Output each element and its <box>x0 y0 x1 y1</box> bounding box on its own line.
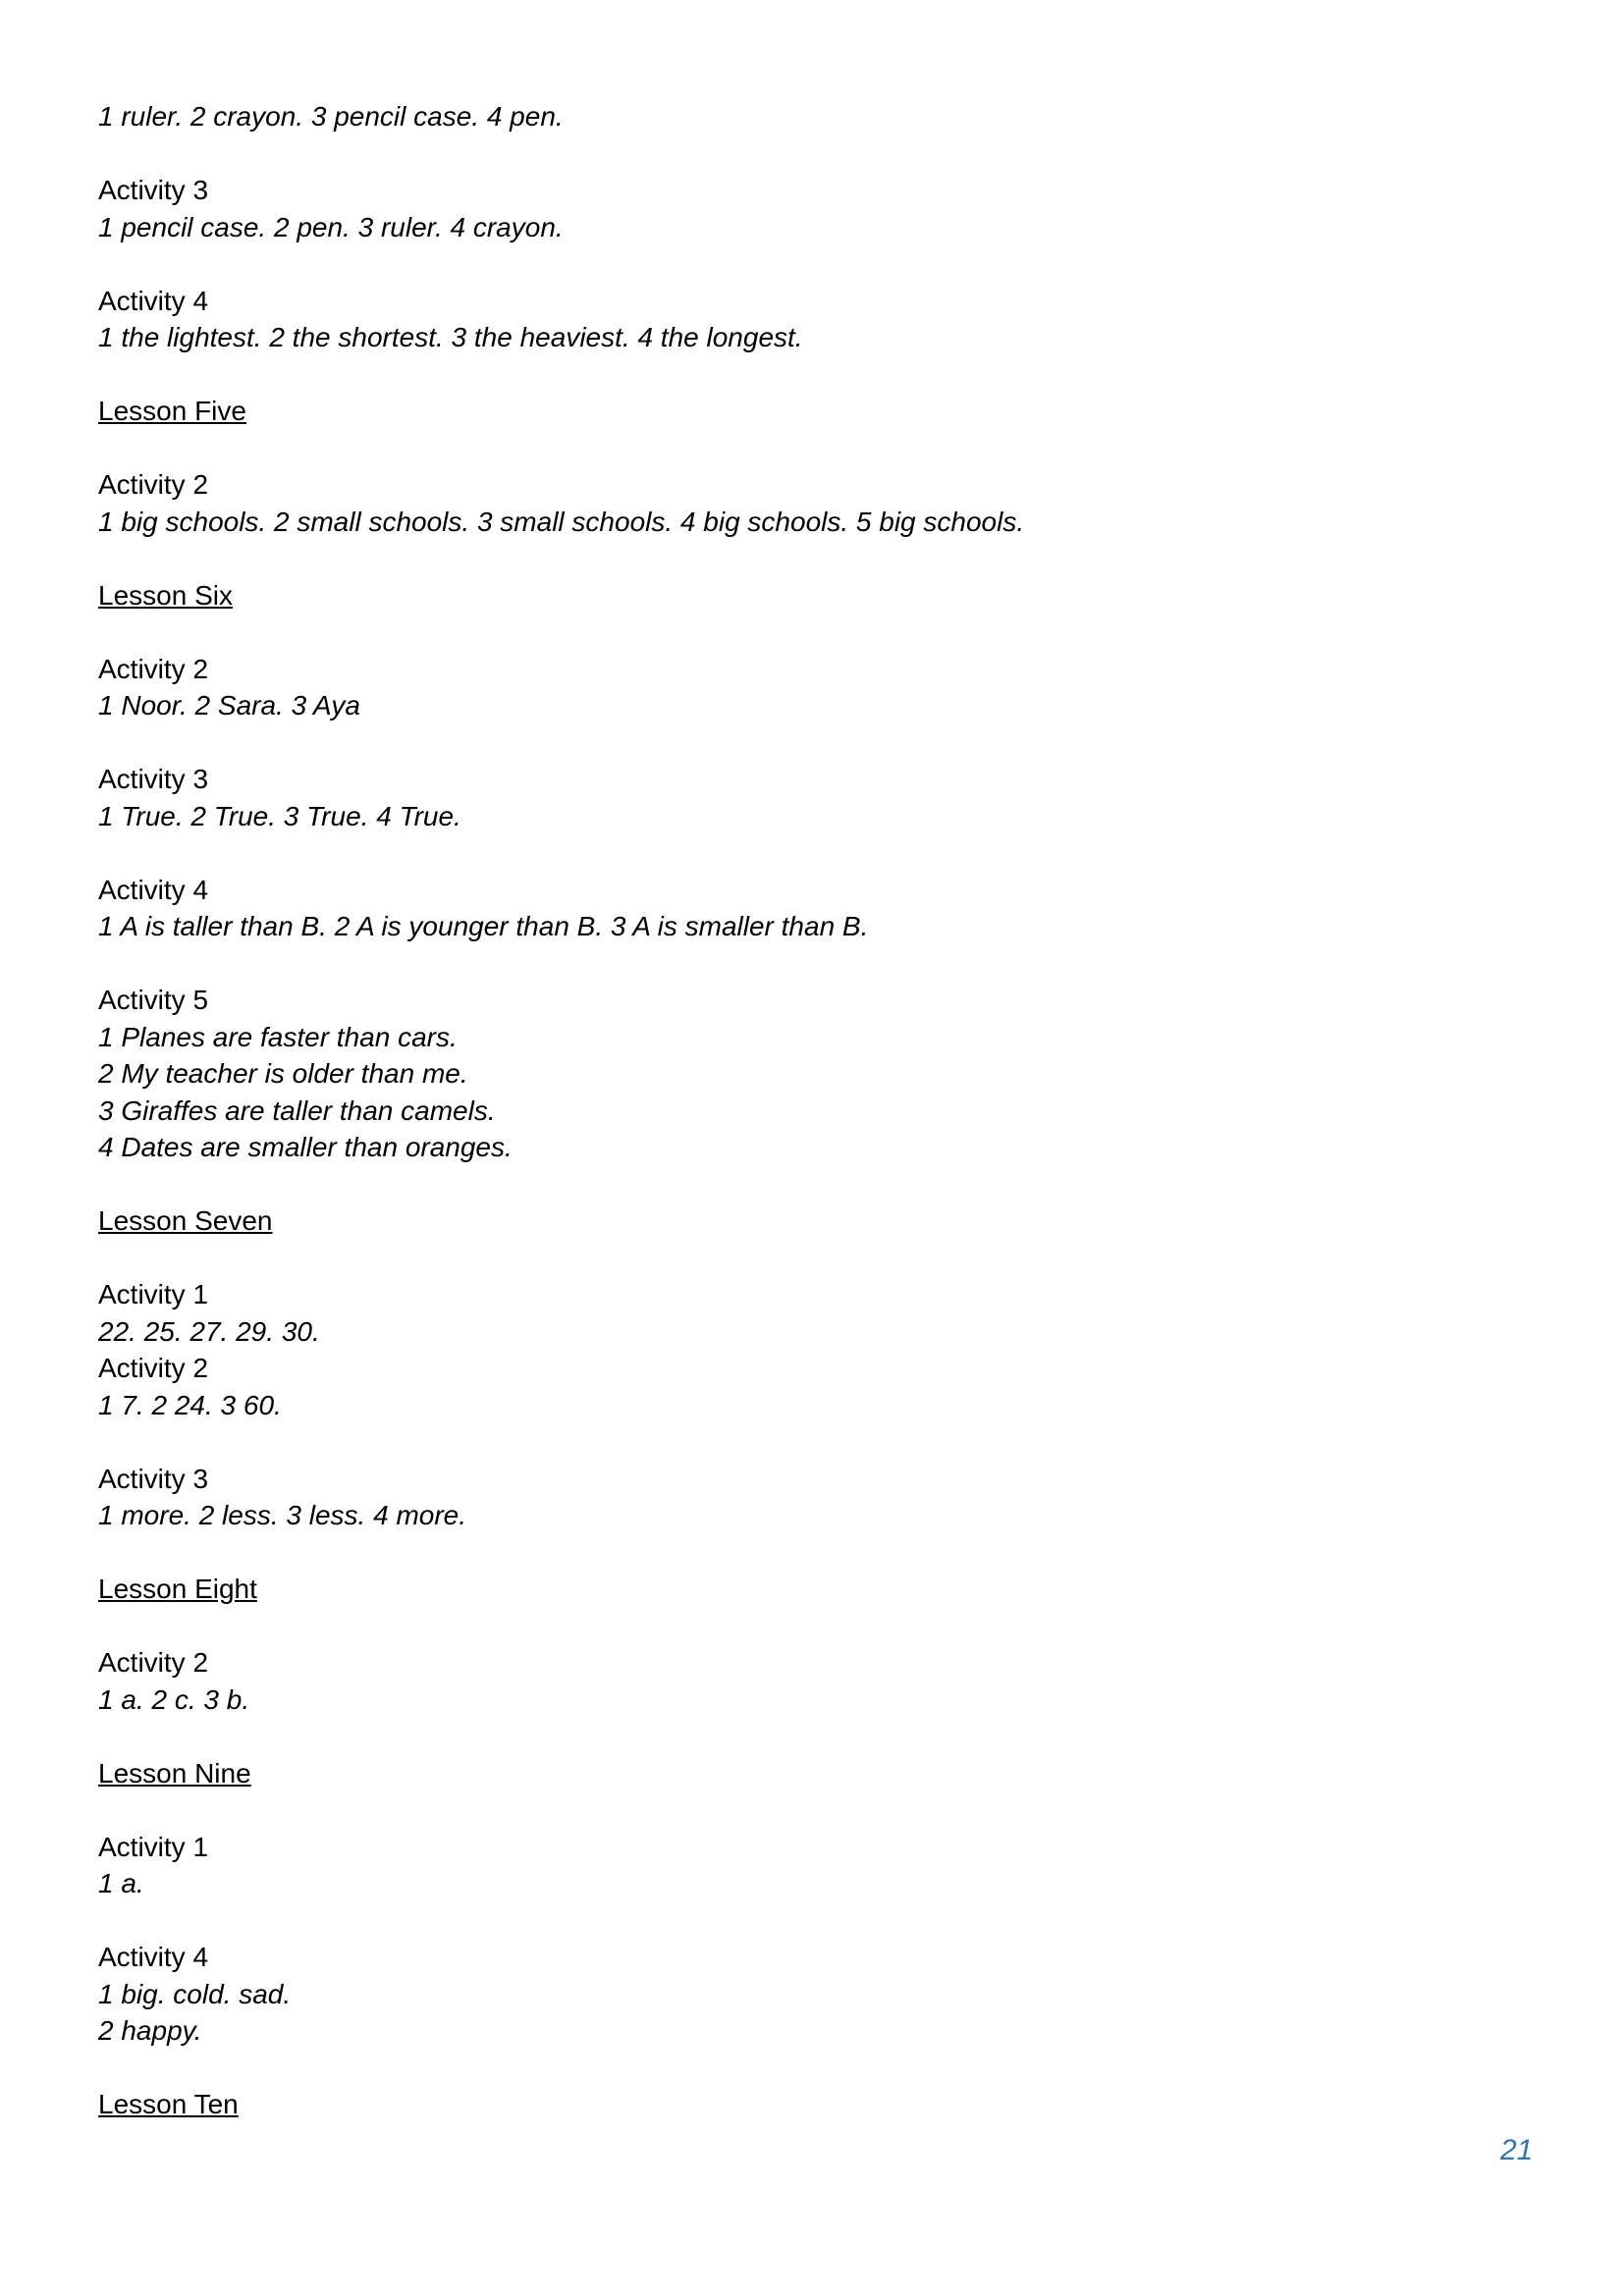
document-page <box>98 98 1512 2123</box>
activity-title: Activity 4 <box>98 285 209 316</box>
answer-line: 1 True. 2 True. 3 True. 4 True. <box>98 800 461 831</box>
spacer <box>98 945 1512 983</box>
spacer <box>98 2050 1512 2087</box>
lesson-heading: Lesson Seven <box>98 1205 273 1236</box>
spacer <box>98 1608 1512 1645</box>
answer-line: 2 happy. <box>98 2015 202 2046</box>
answer-line: 1 ruler. 2 crayon. 3 pencil case. 4 pen. <box>98 101 564 132</box>
answer-line: 1 a. 2 c. 3 b. <box>98 1683 250 1715</box>
lesson-heading: Lesson Five <box>98 396 246 426</box>
spacer <box>98 1791 1512 1829</box>
spacer <box>98 245 1512 283</box>
lesson-heading: Lesson Eight <box>98 1574 257 1604</box>
activity-title: Activity 2 <box>98 653 209 684</box>
activity-title: Activity 2 <box>98 1353 209 1383</box>
spacer <box>98 1423 1512 1461</box>
spacer <box>98 614 1512 651</box>
answer-line: 3 Giraffes are taller than camels. <box>98 1095 496 1126</box>
answer-line: 1 7. 2 24. 3 60. <box>98 1389 282 1420</box>
answer-line: 1 big. cold. sad. <box>98 1978 292 2009</box>
spacer <box>98 430 1512 467</box>
activity-title: Activity 3 <box>98 764 209 794</box>
lesson-heading: Lesson Six <box>98 579 233 611</box>
spacer <box>98 1718 1512 1755</box>
lesson-heading: Lesson Ten <box>98 2089 239 2119</box>
answer-line: 1 more. 2 less. 3 less. 4 more. <box>98 1500 467 1530</box>
spacer <box>98 724 1512 762</box>
page-number: 21 <box>1500 2134 1534 2166</box>
answer-line: 22. 25. 27. 29. 30. <box>98 1315 320 1347</box>
activity-title: Activity 1 <box>98 1279 209 1309</box>
spacer <box>98 135 1512 173</box>
activity-title: Activity 4 <box>98 874 209 905</box>
answer-line: 1 Noor. 2 Sara. 3 Aya <box>98 690 360 721</box>
activity-title: Activity 3 <box>98 1463 209 1494</box>
activity-title: Activity 2 <box>98 469 209 500</box>
spacer <box>98 356 1512 394</box>
spacer <box>98 1534 1512 1572</box>
activity-title: Activity 3 <box>98 175 209 205</box>
activity-title: Activity 2 <box>98 1647 209 1678</box>
spacer <box>98 540 1512 577</box>
spacer <box>98 1902 1512 1940</box>
answer-line: 1 Planes are faster than cars. <box>98 1021 458 1052</box>
activity-title: Activity 1 <box>98 1831 209 1862</box>
spacer <box>98 1240 1512 1277</box>
answer-line: 1 pencil case. 2 pen. 3 ruler. 4 crayon. <box>98 211 564 242</box>
spacer <box>98 834 1512 872</box>
answer-line: 1 a. <box>98 1868 144 1898</box>
activity-title: Activity 5 <box>98 985 209 1015</box>
activity-title: Activity 4 <box>98 1942 209 1972</box>
spacer <box>98 1166 1512 1203</box>
answer-line: 1 A is taller than B. 2 A is younger than B. 3 A is smaller than B. <box>98 911 869 941</box>
answer-line: 2 My teacher is older than me. <box>98 1058 468 1089</box>
answer-line: 4 Dates are smaller than oranges. <box>98 1132 513 1162</box>
answer-line: 1 big schools. 2 small schools. 3 small schools. 4 big schools. 5 big schools. <box>98 506 1025 537</box>
answer-line: 1 the lightest. 2 the shortest. 3 the heaviest. 4 the longest. <box>98 322 803 352</box>
lesson-heading: Lesson Nine <box>98 1757 251 1789</box>
